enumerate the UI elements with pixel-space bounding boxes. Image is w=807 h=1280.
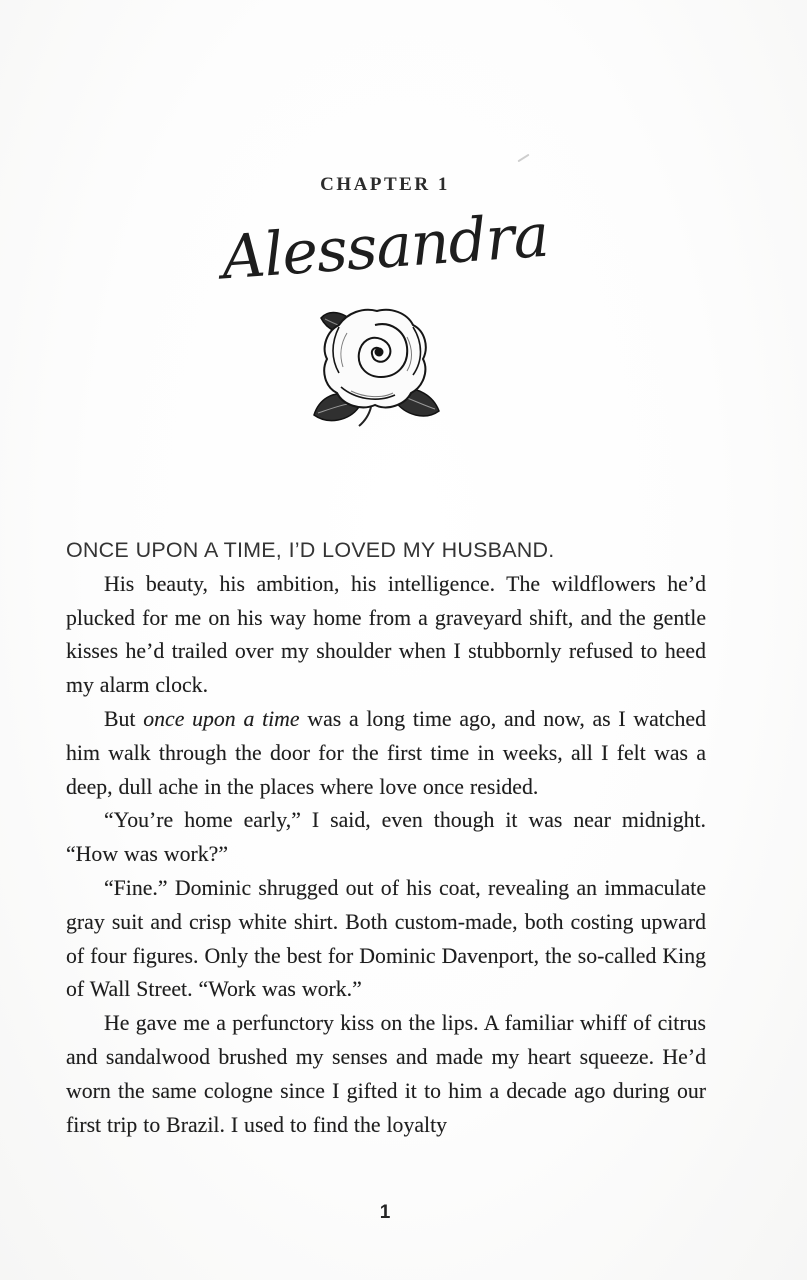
paragraph: His beauty, his ambition, his intelligence. The wildflowers he’d plucked for me on his way home from a graveyard shift, and the gentle kisses he’d trailed over my shoulder when I stubbornly refused to heed my alarm clock. xyxy=(66,571,706,698)
paragraph: He gave me a perfunctory kiss on the lips. A familiar whiff of citrus and sandalwood brushed my senses and made my heart squeeze. He’d worn the same cologne since I gifted it to him a decade ago during our first trip to Brazil. I used to find the loyalty xyxy=(66,1011,706,1137)
paragraph: “Fine.” Dominic shrugged out of his coat, revealing an immaculate gray suit and crisp white shirt. Both custom-made, both costing upward of four figures. Only the best for Dominic Davenport, the so-called King of Wall Street. “Work was work.” xyxy=(66,875,706,1002)
opening-line: ONCE UPON A TIME, I’D LOVED MY HUSBAND. xyxy=(66,538,555,562)
chapter-title: Alessandra xyxy=(219,200,551,294)
chapter-label: CHAPTER 1 xyxy=(320,174,450,195)
paragraph: “You’re home early,” I said, even though it was near midnight. “How was work?” xyxy=(66,808,706,867)
body-text xyxy=(66,534,706,1142)
paragraph: But once upon a time was a long time ago, and now, as I watched him walk through the door for the first time in weeks, all I felt was a deep, dull ache in the places where love once resided. xyxy=(66,706,706,799)
page-number: 1 xyxy=(379,1202,391,1223)
rose-illustration-icon xyxy=(311,301,443,433)
scratch-mark xyxy=(517,154,529,163)
